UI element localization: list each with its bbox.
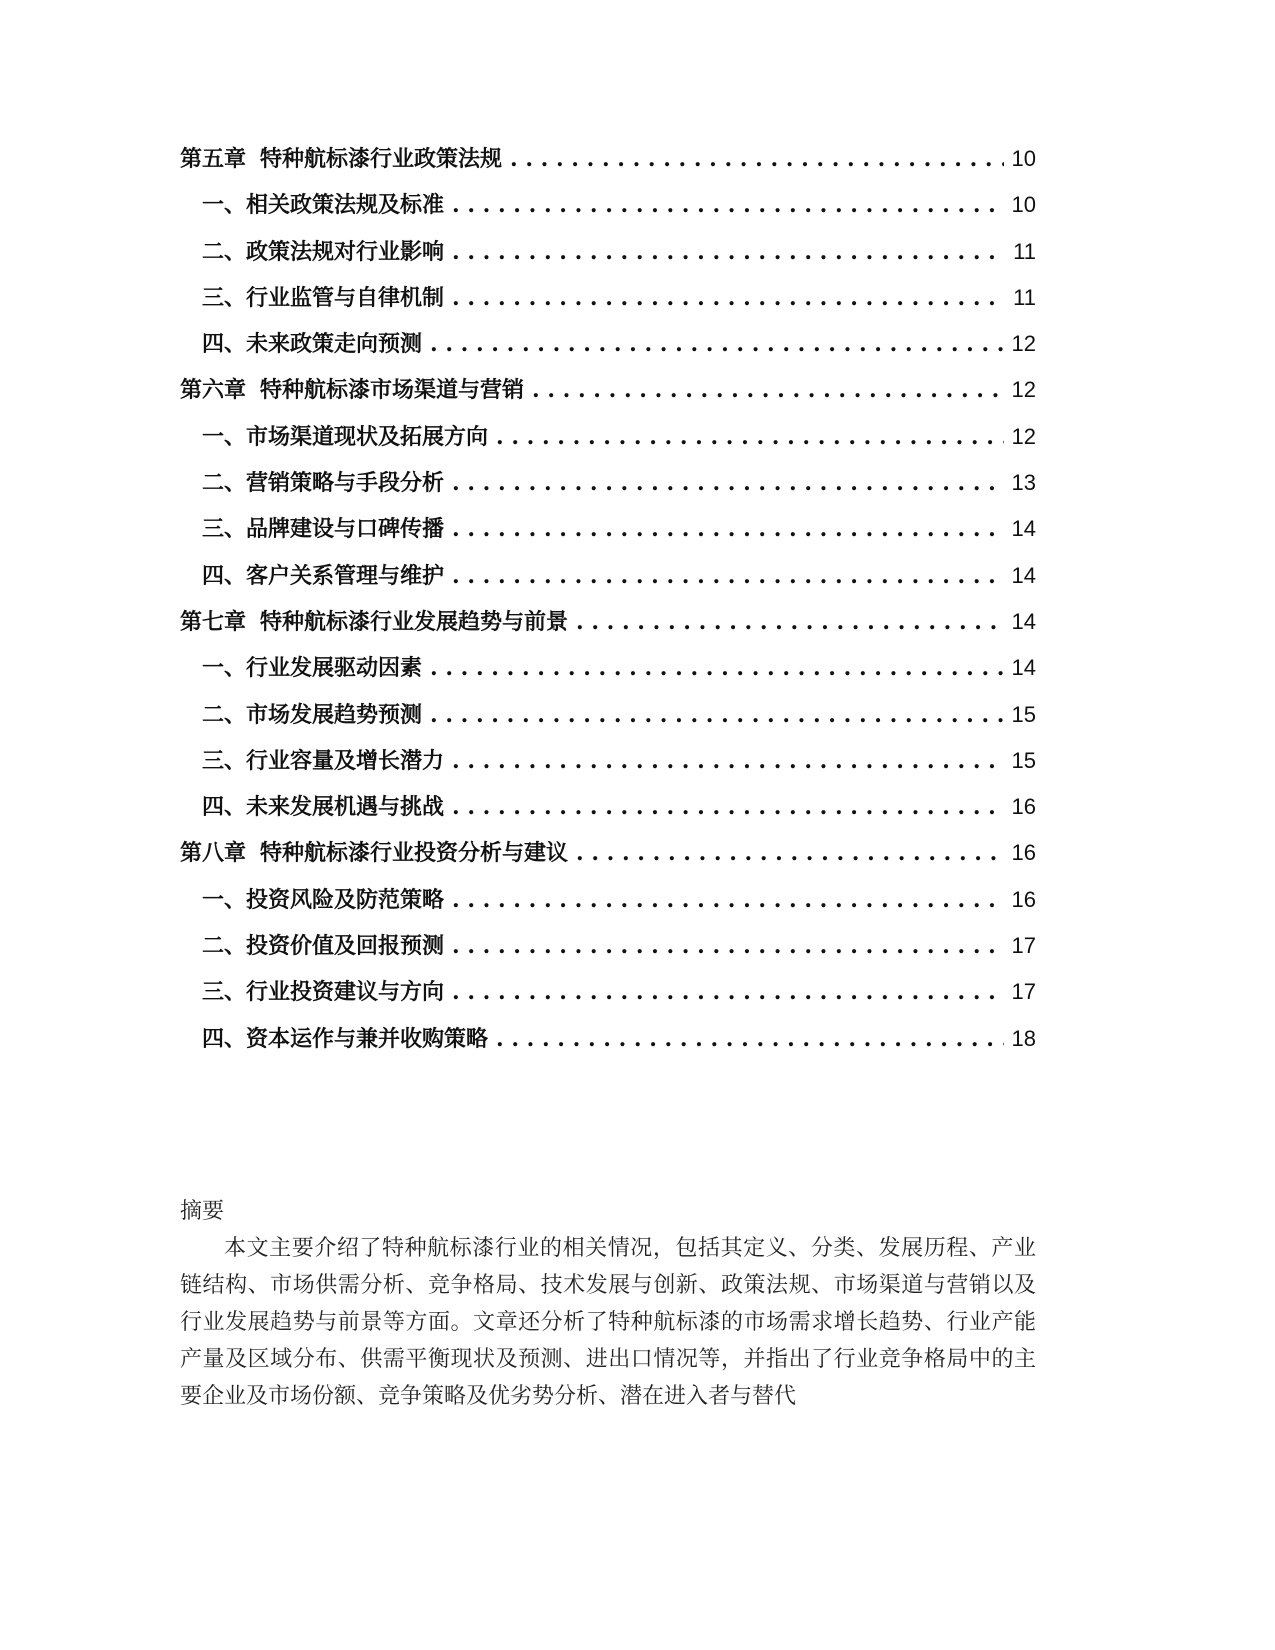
- toc-page-number: 14: [1011, 562, 1036, 588]
- toc-dot-leader: [496, 414, 1003, 460]
- toc-entry-number: 一、: [202, 886, 247, 913]
- toc-page-number: 12: [1011, 423, 1036, 449]
- toc-chapter-entry[interactable]: [180, 599, 1036, 645]
- toc-page-number: 11: [1013, 284, 1036, 310]
- toc-entry-number: 一、: [202, 192, 247, 219]
- toc-entry-number: 四、: [202, 562, 247, 589]
- toc-entry-number: 三、: [202, 979, 247, 1006]
- toc-entry-number: 四、: [202, 794, 247, 821]
- toc-dot-leader: [510, 136, 1003, 182]
- toc-entry-number: 二、: [202, 238, 247, 265]
- toc-section-entry[interactable]: [180, 784, 1036, 830]
- toc-dot-leader: [532, 367, 1003, 413]
- toc-entry-number: 第六章: [180, 377, 247, 404]
- toc-entry-number: 三、: [202, 516, 247, 543]
- toc-entry-title: 行业容量及增长潜力: [246, 747, 445, 774]
- toc-entry-title: 营销策略与手段分析: [246, 470, 445, 497]
- toc-page-number: 17: [1011, 979, 1036, 1005]
- toc-entry-number: 四、: [202, 331, 247, 358]
- toc-entry-title: 行业发展驱动因素: [246, 655, 423, 682]
- toc-section-entry[interactable]: [180, 506, 1036, 552]
- toc-dot-leader: [430, 645, 1003, 691]
- toc-section-entry[interactable]: [180, 738, 1036, 784]
- toc-entry-title: 品牌建设与口碑传播: [246, 516, 445, 543]
- toc-section-entry[interactable]: [180, 460, 1036, 506]
- toc-entry-number: 第八章: [180, 840, 247, 867]
- toc-dot-leader: [576, 599, 1003, 645]
- toc-entry-number: 二、: [202, 701, 247, 728]
- toc-entry-title: 未来发展机遇与挑战: [246, 794, 445, 821]
- table-of-contents: [180, 136, 1036, 1062]
- toc-entry-title: 客户关系管理与维护: [246, 562, 445, 589]
- toc-dot-leader: [452, 784, 1003, 830]
- toc-chapter-entry[interactable]: [180, 136, 1036, 182]
- toc-entry-number: 一、: [202, 655, 247, 682]
- toc-entry-number: 第五章: [180, 146, 247, 172]
- toc-page-number: 17: [1011, 933, 1036, 959]
- toc-dot-leader: [452, 969, 1003, 1015]
- toc-entry-title: 投资风险及防范策略: [246, 886, 445, 913]
- toc-page-number: 16: [1011, 794, 1036, 820]
- toc-page-number: 10: [1011, 192, 1036, 218]
- toc-page-number: 12: [1011, 377, 1036, 403]
- toc-entry-title: 政策法规对行业影响: [246, 238, 445, 265]
- toc-section-entry[interactable]: [180, 321, 1036, 367]
- toc-entry-number: 二、: [202, 933, 247, 960]
- toc-entry-number: 第七章: [180, 608, 247, 635]
- toc-section-entry[interactable]: [180, 414, 1036, 460]
- toc-entry-title: 行业投资建议与方向: [246, 979, 445, 1006]
- toc-dot-leader: [452, 182, 1003, 228]
- toc-entry-number: 一、: [202, 423, 247, 450]
- toc-section-entry[interactable]: [180, 645, 1036, 691]
- toc-dot-leader: [452, 877, 1003, 923]
- toc-dot-leader: [576, 830, 1003, 876]
- toc-page-number: 16: [1011, 886, 1036, 912]
- toc-page-number: 14: [1011, 516, 1036, 542]
- toc-entry-number: 三、: [202, 284, 247, 311]
- toc-dot-leader: [430, 692, 1003, 738]
- toc-section-entry[interactable]: [180, 692, 1036, 738]
- toc-page-number: 11: [1013, 238, 1036, 264]
- toc-section-entry[interactable]: [180, 923, 1036, 969]
- abstract-section: [180, 1193, 1036, 1415]
- toc-entry-title: 未来政策走向预测: [246, 331, 423, 358]
- toc-section-entry[interactable]: [180, 1016, 1036, 1062]
- toc-dot-leader: [430, 321, 1003, 367]
- toc-entry-title: 资本运作与兼并收购策略: [246, 1025, 489, 1052]
- toc-dot-leader: [452, 923, 1003, 969]
- abstract-body: 本文主要介绍了特种航标漆行业的相关情况，包括其定义、分类、发展历程、产业链结构、市场供需分析、竞争格局、技术发展与创新、政策法规、市场渠道与营销以及行业发展趋势与前景等方面。文章还分析了特种航标漆的市场需求增长趋势、行业产能产量及区域分布、供需平衡现状及预测、进出口情况等，并指出了行业竞争格局中的主要企业及市场份额、竞争策略及优劣势分析、潜在进入者与替代: [180, 1236, 1036, 1409]
- toc-section-entry[interactable]: [180, 969, 1036, 1015]
- toc-page-number: 16: [1011, 840, 1036, 866]
- toc-section-entry[interactable]: [180, 229, 1036, 275]
- toc-dot-leader: [452, 738, 1003, 784]
- toc-entry-number: 四、: [202, 1025, 247, 1052]
- toc-entry-number: 三、: [202, 747, 247, 774]
- toc-chapter-entry[interactable]: [180, 830, 1036, 876]
- toc-entry-title: 行业监管与自律机制: [246, 284, 445, 311]
- toc-section-entry[interactable]: [180, 553, 1036, 599]
- toc-entry-title: 特种航标漆行业投资分析与建议: [260, 840, 569, 867]
- toc-page-number: 14: [1011, 655, 1036, 681]
- toc-entry-title: 特种航标漆行业发展趋势与前景: [260, 608, 569, 635]
- toc-section-entry[interactable]: [180, 275, 1036, 321]
- toc-entry-title: 相关政策法规及标准: [246, 192, 445, 219]
- toc-page-number: 13: [1011, 470, 1036, 496]
- toc-section-entry[interactable]: [180, 182, 1036, 228]
- toc-page-number: 15: [1011, 701, 1036, 727]
- toc-dot-leader: [452, 553, 1003, 599]
- toc-entry-title: 特种航标漆市场渠道与营销: [260, 377, 525, 404]
- toc-entry-title: 特种航标漆行业政策法规: [260, 146, 503, 172]
- abstract-heading: 摘要: [180, 1199, 225, 1224]
- toc-entry-title: 市场发展趋势预测: [246, 701, 423, 728]
- toc-chapter-entry[interactable]: [180, 367, 1036, 413]
- toc-dot-leader: [452, 275, 1005, 321]
- toc-dot-leader: [452, 229, 1005, 275]
- toc-entry-title: 市场渠道现状及拓展方向: [246, 423, 489, 450]
- toc-page-number: 14: [1011, 608, 1036, 634]
- toc-entry-number: 二、: [202, 470, 247, 497]
- toc-page-number: 10: [1011, 146, 1036, 171]
- toc-entry-title: 投资价值及回报预测: [246, 933, 445, 960]
- toc-dot-leader: [496, 1016, 1003, 1062]
- toc-page-number: 12: [1011, 331, 1036, 357]
- toc-dot-leader: [452, 460, 1003, 506]
- toc-page-number: 18: [1011, 1025, 1036, 1051]
- toc-page-number: 15: [1011, 747, 1036, 773]
- toc-section-entry[interactable]: [180, 877, 1036, 923]
- toc-dot-leader: [452, 506, 1003, 552]
